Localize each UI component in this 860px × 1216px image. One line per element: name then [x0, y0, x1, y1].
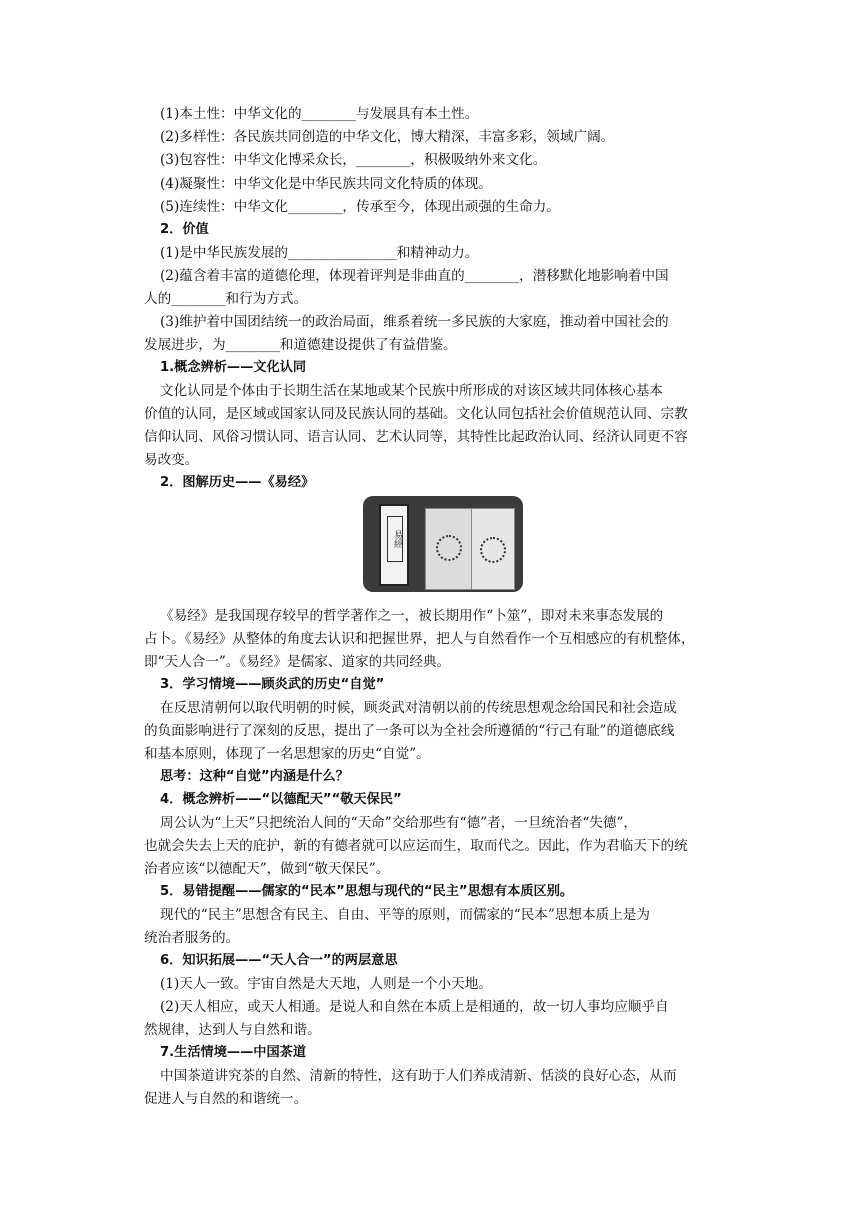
book-title: 易經: [387, 516, 403, 562]
book-cover: [379, 504, 409, 586]
text-line: 周公认为“上天”只把统治人间的“天命”交给那些有“德”者，一旦统治者“失德”，: [160, 815, 638, 831]
text-line: 在反思清朝何以取代明朝的时候，顾炎武对清朝以前的传统思想观念给国民和社会造成: [160, 700, 677, 716]
text-line: 《易经》是我国现存较早的哲学著作之一，被长期用作“卜筮”，即对未来事态发展的: [160, 608, 664, 624]
text-line: 信仰认同、风俗习惯认同、语言认同、艺术认同等，其特性比起政治认同、经济认同更不容: [144, 429, 688, 445]
text-line: 现代的“民主”思想含有民主、自由、平等的原则，而儒家的“民本”思想本质上是为: [160, 907, 650, 923]
book-page-right: [471, 508, 515, 590]
text-line: (5)连续性：中华文化________，传承至今，体现出顽强的生命力。: [160, 199, 560, 215]
bagua-diagram: [436, 535, 462, 561]
text-line: 也就会失去上天的庇护，新的有德者就可以应运而生，取而代之。因此，作为君临天下的统: [144, 838, 688, 854]
text-line: 中国茶道讲究茶的自然、清新的特性，这有助于人们养成清新、恬淡的良好心态，从而: [160, 1068, 677, 1084]
text-line: 然规律，达到人与自然和谐。: [144, 1022, 321, 1038]
section-heading: 6．知识拓展——“天人合一”的两层意思: [160, 953, 398, 968]
section-heading: 1.概念辨析——文化认同: [160, 360, 307, 375]
text-line: (3)维护着中国团结统一的政治局面，维系着统一多民族的大家庭，推动着中国社会的: [160, 314, 669, 330]
section-heading: 3．学习情境——顾炎武的历史“自觉”: [160, 677, 385, 692]
text-line: (1)本土性：中华文化的________与发展具有本土性。: [160, 106, 479, 122]
question-line: 思考：这种“自觉”内涵是什么？: [160, 769, 349, 784]
text-line: (3)包容性：中华文化博采众长，________，积极吸纳外来文化。: [160, 152, 547, 168]
text-line: (1)天人一致。宇宙自然是大天地，人则是一个小天地。: [160, 976, 492, 992]
text-line: 文化认同是个体由于长期生活在某地或某个民族中所形成的对该区域共同体核心基本: [160, 383, 663, 399]
section-heading: 2．图解历史——《易经》: [160, 475, 315, 490]
text-line: (2)天人相应，或天人相通。是说人和自然在本质上是相通的，故一切人事均应顺乎自: [160, 999, 669, 1015]
text-line: (1)是中华民族发展的________________和精神动力。: [160, 245, 479, 261]
book-page-left: [425, 508, 473, 590]
yijing-book-photo: [363, 496, 523, 592]
section-heading: 5．易错提醒——儒家的“民本”思想与现代的“民主”思想有本质区别。: [160, 884, 574, 899]
text-line: 价值的认同，是区域或国家认同及民族认同的基础。文化认同包括社会价值规范认同、宗教: [144, 406, 688, 422]
text-line: 治者应该“以德配天”，做到“敬天保民”。: [144, 861, 390, 877]
taiji-diagram: [480, 537, 506, 563]
text-line: 易改变。: [144, 452, 199, 468]
text-line: 占卜。《易经》从整体的角度去认识和把握世界，把人与自然看作一个互相感应的有机整体，: [144, 631, 695, 647]
section-heading: 7.生活情境——中国茶道: [160, 1045, 307, 1060]
text-line: 统治者服务的。: [144, 930, 240, 946]
text-line: 的负面影响进行了深刻的反思，提出了一条可以为全社会所遵循的“行己有耻”的道德底线: [144, 723, 675, 739]
text-line: 发展进步，为________和道德建设提供了有益借鉴。: [144, 337, 457, 353]
text-line: 即“天人合一”。《易经》是儒家、道家的共同经典。: [144, 654, 451, 670]
section-heading: 2．价值: [160, 222, 209, 237]
text-line: 人的________和行为方式。: [144, 291, 308, 307]
text-line: (4)凝聚性：中华文化是中华民族共同文化特质的体现。: [160, 176, 492, 192]
section-heading: 4．概念辨析——“以德配天”“敬天保民”: [160, 792, 402, 807]
text-line: (2)多样性：各民族共同创造的中华文化，博大精深，丰富多彩，领域广阔。: [160, 129, 615, 145]
text-line: 和基本原则，体现了一名思想家的历史“自觉”。: [144, 746, 430, 762]
text-line: (2)蕴含着丰富的道德伦理，体现着评判是非曲直的________，潜移默化地影响着中国: [160, 268, 669, 284]
text-line: 促进人与自然的和谐统一。: [144, 1091, 308, 1107]
